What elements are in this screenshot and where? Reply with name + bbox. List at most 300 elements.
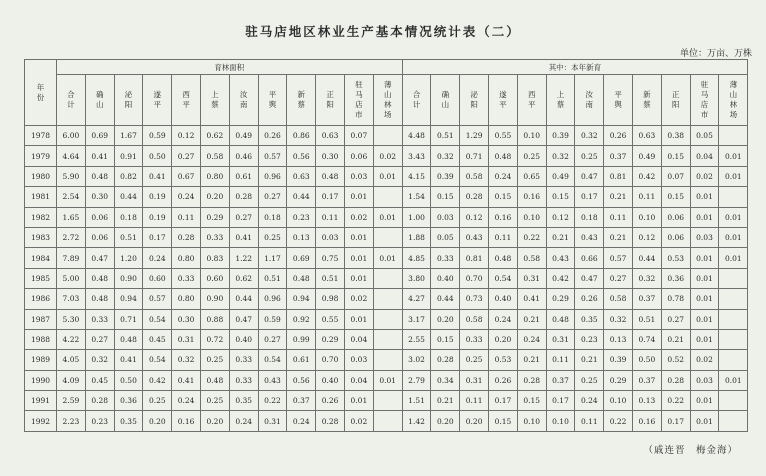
value-cell: 0.02	[344, 411, 373, 431]
value-cell: 0.24	[575, 391, 604, 411]
value-cell: 0.71	[114, 309, 143, 329]
value-cell: 0.31	[172, 329, 201, 349]
table-row	[25, 268, 748, 288]
value-cell: 0.27	[85, 329, 114, 349]
value-cell: 0.40	[431, 268, 460, 288]
year-cell: 1979	[25, 146, 57, 166]
value-cell	[373, 329, 402, 349]
table-body	[25, 126, 748, 432]
value-cell: 0.37	[604, 146, 633, 166]
value-cell: 0.25	[200, 350, 229, 370]
year-cell: 1981	[25, 187, 57, 207]
value-cell	[719, 329, 748, 349]
value-cell	[373, 187, 402, 207]
value-cell: 0.48	[287, 268, 316, 288]
value-cell: 0.48	[489, 248, 518, 268]
value-cell: 0.01	[344, 248, 373, 268]
value-cell: 0.51	[431, 126, 460, 146]
value-cell: 0.47	[229, 309, 258, 329]
table-row	[25, 146, 748, 166]
value-cell: 0.25	[517, 146, 546, 166]
value-cell: 0.04	[690, 146, 719, 166]
value-cell: 1.51	[402, 391, 431, 411]
statistics-table	[24, 59, 748, 432]
group-header-new: 其中：本年新育	[402, 60, 748, 75]
value-cell: 0.70	[460, 268, 489, 288]
value-cell: 0.47	[575, 166, 604, 186]
table-row	[25, 350, 748, 370]
value-cell: 0.66	[575, 248, 604, 268]
column-header	[460, 75, 489, 126]
value-cell: 0.05	[690, 126, 719, 146]
column-header	[661, 75, 690, 126]
value-cell: 0.94	[114, 289, 143, 309]
value-cell: 0.33	[200, 227, 229, 247]
value-cell: 7.89	[57, 248, 86, 268]
value-cell: 0.26	[604, 126, 633, 146]
value-cell: 3.43	[402, 146, 431, 166]
value-cell: 0.65	[517, 166, 546, 186]
value-cell: 0.17	[143, 227, 172, 247]
value-cell: 0.17	[316, 187, 345, 207]
table-row	[25, 126, 748, 146]
year-cell: 1982	[25, 207, 57, 227]
value-cell: 0.11	[604, 207, 633, 227]
column-header	[546, 75, 575, 126]
value-cell: 0.39	[546, 126, 575, 146]
value-cell: 0.25	[258, 227, 287, 247]
value-cell: 0.54	[143, 309, 172, 329]
value-cell: 0.23	[575, 329, 604, 349]
value-cell: 0.41	[143, 166, 172, 186]
value-cell: 0.54	[258, 350, 287, 370]
value-cell: 0.44	[229, 289, 258, 309]
value-cell: 2.79	[402, 370, 431, 390]
column-header	[229, 75, 258, 126]
value-cell: 0.18	[258, 207, 287, 227]
value-cell: 0.01	[344, 391, 373, 411]
value-cell: 0.01	[344, 187, 373, 207]
value-cell: 2.59	[57, 391, 86, 411]
value-cell: 0.01	[690, 289, 719, 309]
value-cell: 0.48	[85, 166, 114, 186]
value-cell: 0.28	[661, 370, 690, 390]
value-cell: 0.27	[229, 207, 258, 227]
value-cell: 0.41	[229, 227, 258, 247]
column-header-label: 上蔡	[211, 90, 219, 109]
value-cell: 0.20	[431, 309, 460, 329]
value-cell: 0.01	[719, 248, 748, 268]
value-cell: 4.09	[57, 370, 86, 390]
value-cell: 0.52	[661, 350, 690, 370]
value-cell: 0.01	[719, 227, 748, 247]
value-cell: 0.19	[143, 187, 172, 207]
value-cell: 0.17	[575, 187, 604, 207]
value-cell: 0.81	[460, 248, 489, 268]
value-cell	[719, 289, 748, 309]
value-cell: 0.27	[258, 329, 287, 349]
value-cell: 0.59	[143, 126, 172, 146]
value-cell: 0.73	[460, 289, 489, 309]
column-header	[200, 75, 229, 126]
value-cell: 3.17	[402, 309, 431, 329]
value-cell: 0.48	[85, 289, 114, 309]
value-cell: 0.70	[316, 350, 345, 370]
value-cell: 0.27	[604, 268, 633, 288]
value-cell: 0.94	[287, 289, 316, 309]
value-cell: 0.06	[85, 207, 114, 227]
value-cell: 4.15	[402, 166, 431, 186]
column-header	[690, 75, 719, 126]
value-cell	[719, 391, 748, 411]
value-cell: 0.06	[661, 227, 690, 247]
value-cell: 0.41	[85, 146, 114, 166]
value-cell: 0.31	[546, 329, 575, 349]
year-cell: 1985	[25, 268, 57, 288]
value-cell: 0.26	[316, 391, 345, 411]
column-header	[344, 75, 373, 126]
value-cell: 0.92	[287, 309, 316, 329]
value-cell: 0.01	[719, 166, 748, 186]
value-cell: 2.55	[402, 329, 431, 349]
value-cell: 0.57	[604, 248, 633, 268]
column-header	[57, 75, 86, 126]
value-cell: 0.32	[546, 146, 575, 166]
year-cell: 1978	[25, 126, 57, 146]
value-cell: 0.90	[114, 268, 143, 288]
column-header-label: 西平	[182, 90, 190, 109]
value-cell: 0.03	[690, 370, 719, 390]
value-cell: 0.31	[258, 411, 287, 431]
column-header-label: 遂平	[153, 90, 162, 109]
value-cell: 0.28	[517, 370, 546, 390]
column-header-label: 正阳	[671, 90, 680, 109]
year-cell: 1992	[25, 411, 57, 431]
value-cell: 0.26	[258, 126, 287, 146]
column-header-label: 确山	[441, 90, 450, 109]
value-cell: 0.83	[200, 248, 229, 268]
value-cell: 0.45	[85, 370, 114, 390]
value-cell: 0.15	[431, 187, 460, 207]
value-cell: 0.33	[229, 350, 258, 370]
value-cell: 0.16	[489, 207, 518, 227]
value-cell: 0.41	[114, 350, 143, 370]
value-cell: 0.01	[373, 248, 402, 268]
value-cell: 0.26	[489, 370, 518, 390]
value-cell: 0.18	[575, 207, 604, 227]
value-cell: 0.01	[690, 268, 719, 288]
value-cell: 0.51	[114, 227, 143, 247]
value-cell: 0.15	[661, 187, 690, 207]
value-cell: 0.26	[575, 289, 604, 309]
value-cell: 0.01	[719, 207, 748, 227]
value-cell: 0.15	[489, 187, 518, 207]
value-cell: 1.88	[402, 227, 431, 247]
value-cell: 0.01	[373, 207, 402, 227]
column-header-label: 驻马店市	[355, 80, 363, 119]
value-cell: 0.06	[661, 207, 690, 227]
value-cell: 1.00	[402, 207, 431, 227]
value-cell: 0.03	[344, 350, 373, 370]
value-cell: 0.41	[517, 289, 546, 309]
column-header-label: 薄山林场	[729, 80, 738, 119]
value-cell: 0.36	[114, 391, 143, 411]
value-cell: 0.23	[287, 207, 316, 227]
value-cell: 3.80	[402, 268, 431, 288]
value-cell: 0.02	[690, 166, 719, 186]
year-cell: 1989	[25, 350, 57, 370]
value-cell: 0.81	[604, 166, 633, 186]
value-cell: 0.35	[229, 391, 258, 411]
value-cell: 0.32	[85, 350, 114, 370]
column-header-label: 汝南	[239, 90, 248, 109]
value-cell: 0.10	[633, 207, 662, 227]
year-cell: 1980	[25, 166, 57, 186]
value-cell: 0.61	[287, 350, 316, 370]
value-cell: 0.99	[287, 329, 316, 349]
value-cell: 0.12	[460, 207, 489, 227]
value-cell: 0.37	[633, 289, 662, 309]
value-cell: 0.55	[316, 309, 345, 329]
value-cell: 0.33	[85, 309, 114, 329]
author-credit: （戚连晋 梅金海）	[643, 445, 738, 456]
value-cell: 0.48	[85, 268, 114, 288]
value-cell: 0.30	[85, 187, 114, 207]
value-cell: 0.16	[633, 411, 662, 431]
value-cell: 0.24	[489, 309, 518, 329]
value-cell: 0.48	[316, 166, 345, 186]
value-cell: 0.88	[200, 309, 229, 329]
value-cell: 0.53	[489, 350, 518, 370]
year-column-header	[25, 60, 57, 126]
column-header-label: 薄山林场	[383, 80, 392, 119]
value-cell: 0.24	[172, 187, 201, 207]
value-cell: 0.72	[200, 329, 229, 349]
table-row	[25, 207, 748, 227]
value-cell: 4.05	[57, 350, 86, 370]
value-cell: 0.32	[575, 126, 604, 146]
value-cell: 0.27	[661, 309, 690, 329]
value-cell: 0.01	[690, 411, 719, 431]
column-header	[114, 75, 143, 126]
value-cell: 0.40	[229, 329, 258, 349]
group-header-area: 育林面积	[57, 60, 403, 75]
value-cell: 0.03	[344, 166, 373, 186]
value-cell: 0.17	[546, 391, 575, 411]
value-cell: 0.21	[431, 391, 460, 411]
value-cell: 0.28	[460, 187, 489, 207]
value-cell: 0.28	[229, 187, 258, 207]
value-cell: 0.20	[489, 329, 518, 349]
value-cell: 1.67	[114, 126, 143, 146]
column-header	[489, 75, 518, 126]
value-cell: 0.30	[172, 309, 201, 329]
value-cell: 0.03	[316, 227, 345, 247]
value-cell: 0.32	[172, 350, 201, 370]
value-cell: 0.06	[344, 146, 373, 166]
column-header-label: 驻马店市	[700, 80, 709, 119]
value-cell: 0.51	[633, 309, 662, 329]
value-cell: 0.44	[633, 248, 662, 268]
value-cell: 0.56	[287, 370, 316, 390]
value-cell: 0.40	[316, 370, 345, 390]
value-cell: 0.12	[546, 207, 575, 227]
value-cell: 0.69	[85, 126, 114, 146]
value-cell: 0.15	[431, 329, 460, 349]
column-header-row	[25, 75, 748, 126]
column-header-label: 西平	[527, 90, 536, 109]
value-cell: 0.48	[114, 329, 143, 349]
value-cell	[373, 268, 402, 288]
column-header	[719, 75, 748, 126]
value-cell: 4.85	[402, 248, 431, 268]
value-cell: 0.13	[633, 391, 662, 411]
value-cell: 0.24	[287, 411, 316, 431]
value-cell: 1.42	[402, 411, 431, 431]
value-cell: 0.22	[604, 411, 633, 431]
value-cell: 0.42	[633, 166, 662, 186]
year-cell: 1987	[25, 309, 57, 329]
value-cell: 0.25	[575, 146, 604, 166]
value-cell: 0.29	[200, 207, 229, 227]
value-cell: 0.25	[200, 391, 229, 411]
table-row	[25, 329, 748, 349]
value-cell: 0.24	[143, 248, 172, 268]
value-cell: 0.36	[661, 268, 690, 288]
value-cell: 0.24	[229, 411, 258, 431]
value-cell: 0.37	[546, 370, 575, 390]
value-cell: 0.74	[633, 329, 662, 349]
value-cell: 0.27	[172, 146, 201, 166]
value-cell: 0.63	[633, 126, 662, 146]
value-cell: 0.32	[431, 146, 460, 166]
value-cell: 0.02	[344, 289, 373, 309]
column-header-label: 合计	[67, 90, 75, 109]
value-cell: 0.48	[489, 146, 518, 166]
value-cell: 4.64	[57, 146, 86, 166]
value-cell: 5.90	[57, 166, 86, 186]
value-cell: 0.58	[604, 289, 633, 309]
value-cell: 0.01	[373, 166, 402, 186]
value-cell	[719, 411, 748, 431]
value-cell: 0.86	[287, 126, 316, 146]
value-cell: 0.15	[661, 146, 690, 166]
column-header	[575, 75, 604, 126]
value-cell: 0.01	[344, 309, 373, 329]
value-cell: 1.65	[57, 207, 86, 227]
value-cell: 0.37	[287, 391, 316, 411]
value-cell: 0.51	[316, 268, 345, 288]
value-cell: 0.43	[575, 227, 604, 247]
value-cell	[719, 350, 748, 370]
value-cell: 0.10	[517, 126, 546, 146]
value-cell: 0.80	[172, 289, 201, 309]
value-cell: 0.22	[661, 391, 690, 411]
value-cell: 0.44	[114, 187, 143, 207]
value-cell: 0.71	[460, 146, 489, 166]
value-cell: 0.21	[575, 350, 604, 370]
table-row	[25, 309, 748, 329]
value-cell: 0.32	[633, 268, 662, 288]
value-cell: 0.22	[258, 391, 287, 411]
value-cell: 0.15	[489, 411, 518, 431]
value-cell: 3.02	[402, 350, 431, 370]
value-cell: 0.28	[431, 350, 460, 370]
value-cell: 0.55	[489, 126, 518, 146]
value-cell: 0.21	[517, 350, 546, 370]
value-cell: 0.51	[258, 268, 287, 288]
value-cell: 0.31	[517, 268, 546, 288]
value-cell: 0.22	[517, 227, 546, 247]
value-cell: 0.49	[546, 166, 575, 186]
value-cell	[373, 289, 402, 309]
value-cell: 0.16	[172, 411, 201, 431]
column-header	[633, 75, 662, 126]
value-cell: 0.29	[546, 289, 575, 309]
value-cell: 0.23	[85, 411, 114, 431]
page-title: 驻马店地区林业生产基本情况统计表（二）	[245, 24, 521, 39]
table-row	[25, 166, 748, 186]
column-header	[517, 75, 546, 126]
value-cell: 0.11	[575, 411, 604, 431]
value-cell: 0.39	[431, 166, 460, 186]
value-cell: 0.33	[172, 268, 201, 288]
value-cell: 0.28	[316, 411, 345, 431]
value-cell: 1.20	[114, 248, 143, 268]
value-cell: 0.50	[114, 370, 143, 390]
value-cell: 0.21	[517, 309, 546, 329]
value-cell: 0.11	[489, 227, 518, 247]
value-cell: 0.10	[604, 391, 633, 411]
value-cell: 0.50	[143, 146, 172, 166]
value-cell: 1.29	[460, 126, 489, 146]
value-cell	[373, 309, 402, 329]
value-cell: 0.10	[517, 207, 546, 227]
value-cell: 0.03	[690, 227, 719, 247]
column-header-label: 上蔡	[556, 90, 565, 109]
value-cell: 0.60	[143, 268, 172, 288]
value-cell: 0.91	[114, 146, 143, 166]
value-cell: 4.27	[402, 289, 431, 309]
column-header-label: 遂平	[499, 90, 507, 109]
value-cell: 0.33	[460, 329, 489, 349]
value-cell: 6.00	[57, 126, 86, 146]
value-cell: 0.60	[200, 268, 229, 288]
value-cell: 0.21	[546, 227, 575, 247]
value-cell: 0.11	[460, 391, 489, 411]
value-cell: 0.62	[229, 268, 258, 288]
value-cell: 0.10	[546, 411, 575, 431]
value-cell: 0.24	[517, 329, 546, 349]
value-cell: 0.82	[114, 166, 143, 186]
value-cell: 0.01	[690, 248, 719, 268]
year-cell: 1984	[25, 248, 57, 268]
year-cell: 1983	[25, 227, 57, 247]
value-cell: 0.40	[489, 289, 518, 309]
year-cell: 1986	[25, 289, 57, 309]
value-cell: 0.78	[661, 289, 690, 309]
value-cell: 4.48	[402, 126, 431, 146]
value-cell: 0.63	[316, 126, 345, 146]
value-cell: 0.21	[604, 227, 633, 247]
column-header-label: 正阳	[326, 90, 334, 109]
value-cell: 0.69	[287, 248, 316, 268]
value-cell: 0.15	[546, 187, 575, 207]
value-cell: 0.20	[200, 187, 229, 207]
value-cell: 0.29	[604, 370, 633, 390]
value-cell: 0.33	[431, 248, 460, 268]
value-cell: 0.39	[604, 350, 633, 370]
